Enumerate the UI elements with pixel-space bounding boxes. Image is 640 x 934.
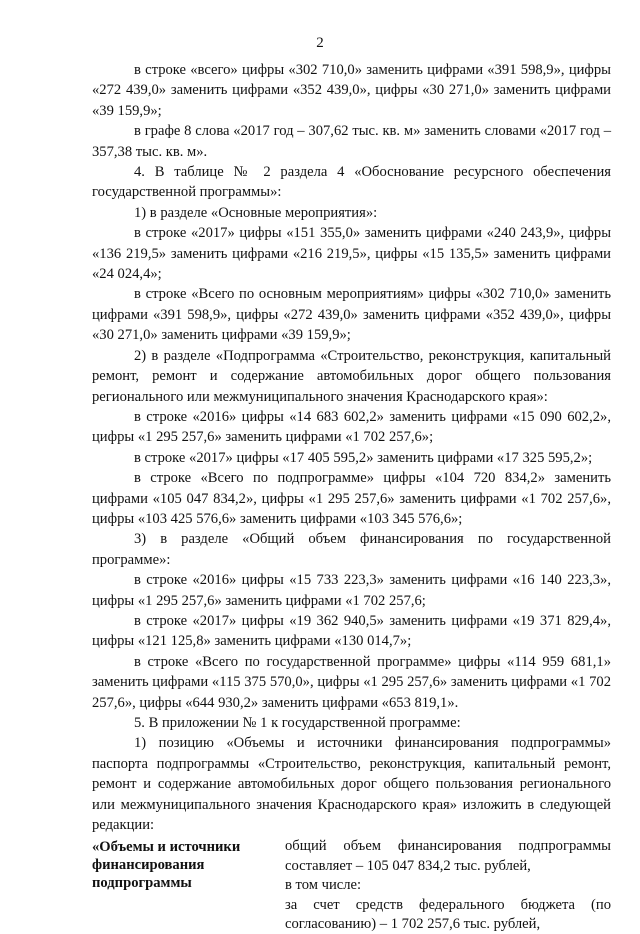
paragraph: в строке «всего» цифры «302 710,0» заменить цифрами «391 598,9», цифры «272 439,0» заменить цифрами «352 439,0», цифры «30 271,0» заменить цифрами «39 159,9»; [92, 62, 611, 119]
passport-table [92, 836, 611, 934]
paragraph: 1) позицию «Объемы и источники финансирования подпрограммы» паспорта подпрограммы «Строительство, реконструкция, капитальный ремонт, ремонт и содержание автомобильных дорог общего пользования регионального или межмуниципального значения Краснодарского края» изложить в следующей редакции: [92, 735, 611, 834]
paragraph: в строке «Всего по подпрограмме» цифры «104 720 834,2» заменить цифрами «105 047 834,2», цифры «1 295 257,6» заменить цифрами «1 702 257,6», цифры «103 425 576,6» заменить цифрами «103 345 576,6»; [92, 470, 611, 527]
paragraph: 3) в разделе «Общий объем финансирования по государственной программе»: [92, 531, 611, 568]
paragraph: в строке «2017» цифры «19 362 940,5» заменить цифрами «19 371 829,4», цифры «121 125,8» заменить цифрами «130 014,7»; [92, 612, 611, 650]
paragraph: 5. В приложении № 1 к государственной программе: [134, 715, 461, 731]
document-body [92, 60, 611, 934]
paragraph-list [92, 60, 611, 835]
table-label: «Объемы и источники финансирования подпрограммы [92, 839, 241, 892]
paragraph: 2) в разделе «Подпрограмма «Строительство, реконструкция, капитальный ремонт, ремонт и содержание автомобильных дорог общего пользования регионального или межмуниципального значения Краснодарского края»: [92, 347, 611, 405]
paragraph: в строке «Всего по основным мероприятиям» цифры «302 710,0» заменить цифрами «391 598,9», цифры «272 439,0» заменить цифрами «352 439,0», цифры «30 271,0» заменить цифрами «39 159,9»; [92, 286, 611, 344]
table-line: в том числе: [285, 877, 362, 894]
paragraph: в строке «2016» цифры «14 683 602,2» заменить цифрами «15 090 602,2», цифры «1 295 257,6» заменить цифрами «1 702 257,6»; [92, 408, 611, 446]
table-value [285, 836, 611, 934]
paragraph: в графе 8 слова «2017 год – 307,62 тыс. кв. м» заменить словами «2017 год – 357,38 тыс. кв. м». [92, 123, 611, 160]
paragraph: в строке «2017» цифры «17 405 595,2» заменить цифрами «17 325 595,2»; [134, 449, 593, 466]
paragraph: 1) в разделе «Основные мероприятия»: [134, 204, 378, 221]
paragraph: в строке «2017» цифры «151 355,0» заменить цифрами «240 243,9», цифры «136 219,5» заменить цифрами «216 219,5», цифры «15 135,5» заменить цифрами «24 024,4»; [92, 225, 611, 283]
page-number: 2 [316, 35, 324, 51]
table-line: общий объем финансирования подпрограммы составляет – 105 047 834,2 тыс. рублей, [285, 838, 611, 874]
table-line: за счет средств федерального бюджета (по согласованию) – 1 702 257,6 тыс. рублей, [285, 896, 611, 933]
paragraph: 4. В таблице № 2 раздела 4 «Обоснование ресурсного обеспечения государственной программы»: [92, 164, 611, 201]
paragraph: в строке «Всего по государственной программе» цифры «114 959 681,1» заменить цифрами «115 375 570,0», цифры «1 295 257,6» заменить цифрами «1 702 257,6», цифры «644 930,2» заменить цифрами «653 819,1». [92, 653, 611, 711]
paragraph: в строке «2016» цифры «15 733 223,3» заменить цифрами «16 140 223,3», цифры «1 295 257,6» заменить цифрами «1 702 257,6; [92, 572, 611, 609]
